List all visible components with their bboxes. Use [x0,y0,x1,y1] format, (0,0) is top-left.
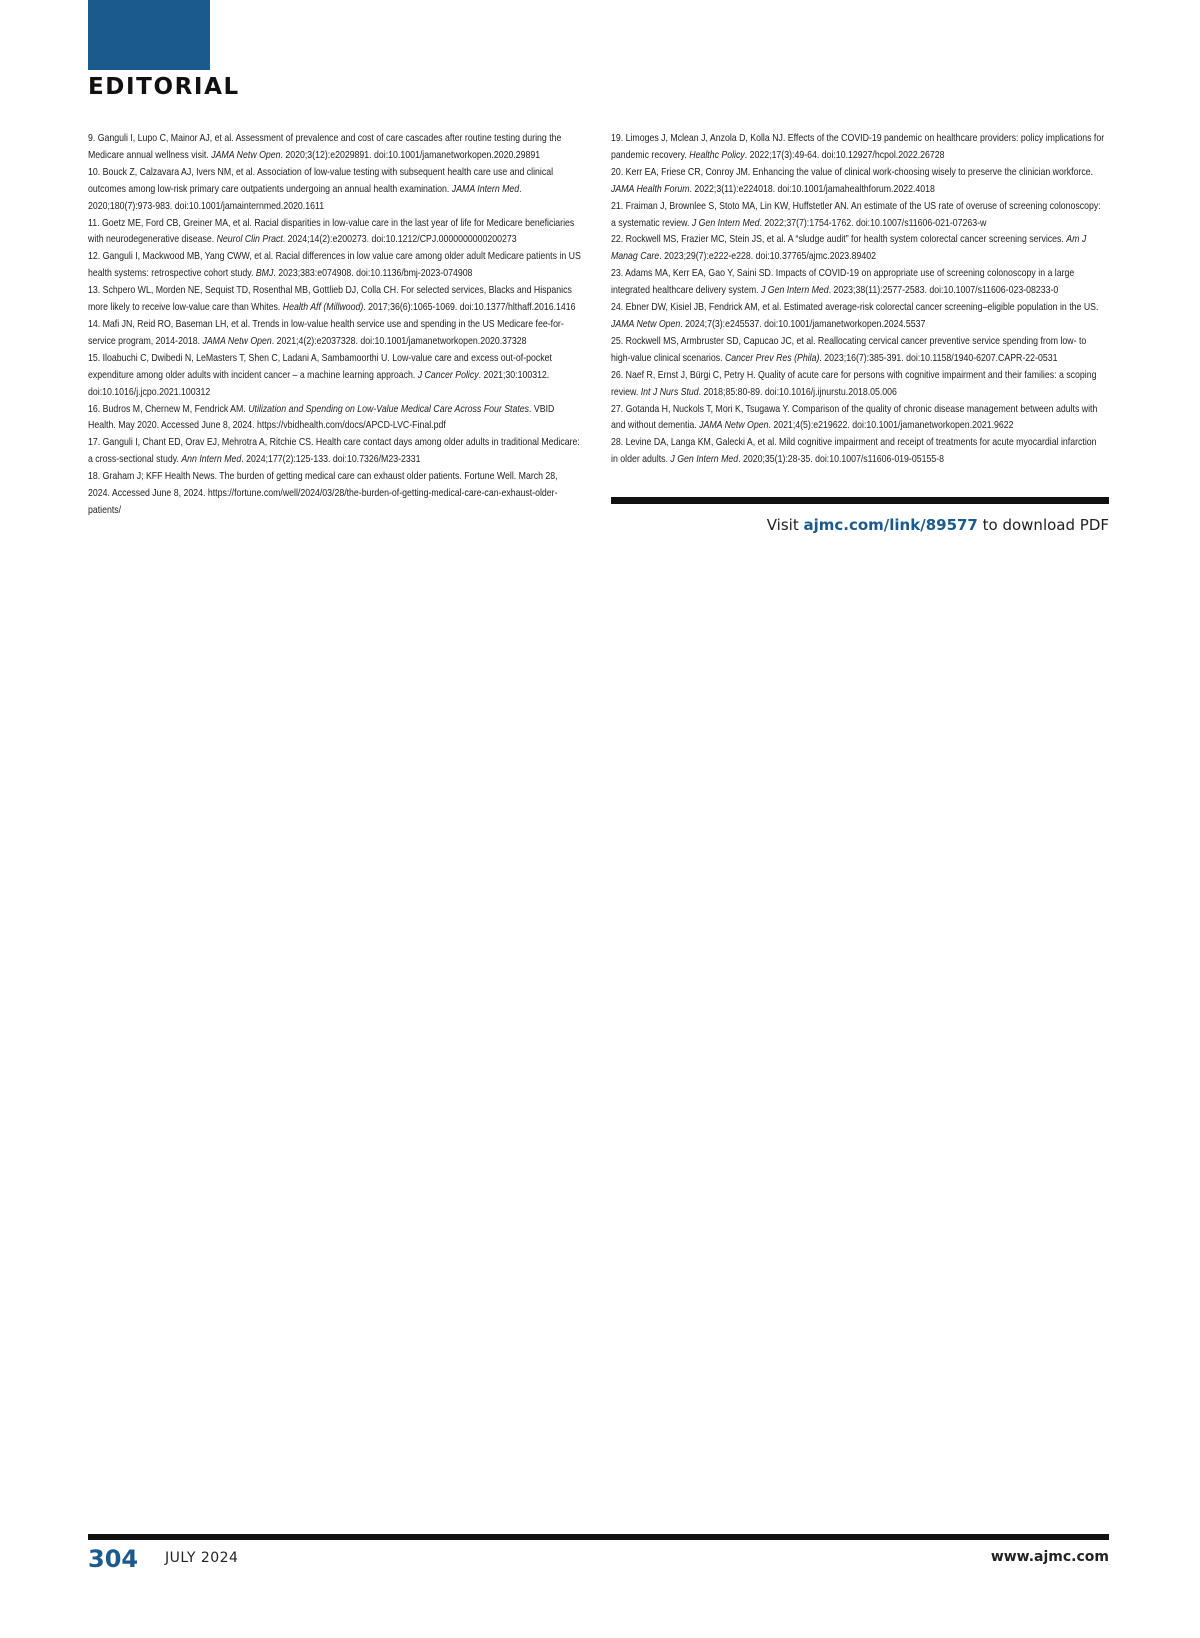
reference-text: 10. Bouck Z, Calzavara AJ, Ivers NM, et al. Association of low-value testing with subsequent health care use and clinical outcomes among low-risk primary care outpatients undergoing an annual health examination. [88,166,554,195]
reference-text: 9. Ganguli I, Lupo C, Mainor AJ, et al. Assessment of prevalence and cost of care cascades after routine testing during the Medicare annual wellness visit. [88,133,562,161]
reference-text: 16. Budros M, Chernew M, Fendrick AM. [88,403,249,415]
reference-journal: Utilization and Spending on Low-Value Medical Care Across Four States [248,403,530,415]
download-note [767,516,1109,534]
download-link[interactable]: ajmc.com/link/89577 [803,516,978,534]
reference-item [611,334,1105,368]
reference-journal: JAMA Netw Open [699,420,769,432]
reference-text: 25. Rockwell MS, Armbruster SD, Capucao JC, et al. Reallocating cervical cancer preventive service spending from low- to high-value clinical scenarios. [611,335,1087,364]
reference-text: 26. Naef R, Ernst J, Bürgi C, Petry H. Quality of acute care for persons with cognitive impairment and their families: a scoping review. [611,369,1097,398]
download-suffix: to download PDF [977,516,1109,534]
reference-journal: JAMA Netw Open [211,149,281,161]
reference-item [88,351,582,402]
reference-journal: Ann Intern Med [181,454,242,466]
reference-citation: . 2021;30:100312. doi:10.1016/j.jcpo.2021.100312 [88,369,550,398]
reference-citation: . 2022;37(7):1754-1762. doi:10.1007/s11606-021-07263-w [759,217,987,229]
reference-citation: . 2020;3(12):e2029891. doi:10.1001/jamanetworkopen.2020.29891 [280,149,541,161]
reference-item [88,249,582,283]
reference-citation: . 2021;4(5):e219622. doi:10.1001/jamanetworkopen.2021.9622 [768,420,1014,432]
reference-journal: Health Aff (Millwood) [282,302,364,314]
download-prefix: Visit [766,516,804,534]
page-number: 304 [88,1545,139,1573]
reference-journal: Am J Manag Care [611,234,1087,263]
reference-citation: . 2020;35(1):28-35. doi:10.1007/s11606-019-05155-8 [738,454,945,466]
reference-journal: Int J Nurs Stud [640,386,699,398]
reference-journal: BMJ [255,268,274,280]
reference-citation: . 2017;36(6):1065-1069. doi:10.1377/hlthaff.2016.1416 [363,302,576,314]
references-right-column [611,131,1105,469]
reference-text: 17. Ganguli I, Chant ED, Orav EJ, Mehrotra A, Ritchie CS. Health care contact days among older adults in traditional Medicare: a cross-sectional study. [88,437,580,466]
reference-journal: J Gen Intern Med [670,454,739,466]
reference-item [88,317,582,351]
references-left-column [88,131,582,520]
reference-citation: . 2023;383:e074908. doi:10.1136/bmj-2023-074908 [273,268,473,280]
reference-item [611,232,1105,266]
reference-item [88,469,582,520]
reference-journal: JAMA Intern Med [451,183,520,195]
reference-text: 23. Adams MA, Kerr EA, Gao Y, Saini SD. Impacts of COVID-19 on appropriate use of screening colonoscopy in a large integrated healthcare delivery system. [611,268,1075,297]
reference-journal: JAMA Netw Open [202,335,272,347]
reference-journal: Cancer Prev Res (Phila) [724,352,820,364]
reference-text: 28. Levine DA, Langa KM, Galecki A, et al. Mild cognitive impairment and receipt of treatments for acute myocardial infarction in older adults. [611,437,1097,466]
reference-item [611,199,1105,233]
reference-citation: . 2022;17(3):49-64. doi:10.12927/hcpol.2022.26728 [744,149,945,161]
website-link[interactable]: www.ajmc.com [990,1549,1109,1565]
reference-item [611,300,1105,334]
reference-text: 19. Limoges J, Mclean J, Anzola D, Kolla NJ. Effects of the COVID-19 pandemic on healthcare providers: policy implications for pandemic recovery. [611,133,1105,161]
reference-citation: . 2023;16(7):385-391. doi:10.1158/1940-6207.CAPR-22-0531 [819,352,1058,364]
reference-item [611,165,1105,199]
reference-journal: Healthc Policy [689,149,745,161]
reference-text: 12. Ganguli I, Mackwood MB, Yang CWW, et al. Racial differences in low value care among older adult Medicare patients in US health systems: retrospective cohort study. [88,251,581,280]
reference-item [88,402,582,436]
references-end-rule [611,497,1109,504]
reference-text: 13. Schpero WL, Morden NE, Sequist TD, Rosenthal MB, Gottlieb DJ, Colla CH. For selected services, Blacks and Hispanics more likely to receive low-value care than Whites. [88,285,572,314]
reference-citation: . 2020;180(7):973-983. doi:10.1001/jamainternmed.2020.1611 [88,183,522,212]
reference-citation: . 2021;4(2):e2037328. doi:10.1001/jamanetworkopen.2020.37328 [271,335,527,347]
reference-text: 22. Rockwell MS, Frazier MC, Stein JS, et al. A “sludge audit” for health system colorectal cancer screening services. [611,234,1067,246]
reference-citation: . 2018;85:80-89. doi:10.1016/j.ijnurstu.2018.05.006 [698,386,897,398]
reference-citation: . 2024;7(3):e245537. doi:10.1001/jamanetworkopen.2024.5537 [680,318,926,330]
section-label: EDITORIAL [88,74,240,100]
reference-text: 15. Iloabuchi C, Dwibedi N, LeMasters T, Shen C, Ladani A, Sambamoorthi U. Low-value care and excess out-of-pocket expenditure among older adults with incident cancer – a machine learning approach. [88,352,552,381]
issue-date: JULY 2024 [165,1550,239,1566]
reference-text: 20. Kerr EA, Friese CR, Conroy JM. Enhancing the value of clinical work-choosing wisely to preserve the clinician workforce. [611,166,1094,178]
reference-journal: J Gen Intern Med [691,217,760,229]
reference-journal: Neurol Clin Pract [216,234,283,246]
reference-journal: JAMA Health Forum [611,183,690,195]
reference-item [88,216,582,250]
reference-citation: . 2024;177(2):125-133. doi:10.7326/M23-2331 [241,454,421,466]
reference-item [88,435,582,469]
reference-citation: . 2023;29(7):e222-e228. doi:10.37765/ajmc.2023.89402 [659,251,876,263]
reference-item [611,368,1105,402]
reference-citation: . 2022;3(11):e224018. doi:10.1001/jamahealthforum.2022.4018 [689,183,935,195]
section-color-block [88,0,210,70]
reference-citation: . 2023;38(11):2577-2583. doi:10.1007/s11606-023-08233-0 [828,285,1059,297]
reference-citation: . VBID Health. May 2020. Accessed June 8, 2024. https://vbidhealth.com/docs/APCD-LVC-Final.pdf [88,403,555,432]
reference-text: 27. Gotanda H, Nuckols T, Mori K, Tsugawa Y. Comparison of the quality of chronic disease management between adults with and without dementia. [611,403,1098,432]
reference-journal: J Gen Intern Med [760,285,829,297]
reference-text: 18. Graham J; KFF Health News. The burden of getting medical care can exhaust older patients. Fortune Well. March 28, 2024. Accessed June 8, 2024. https://fortune.com/well/2024/03/28/the-burden-of-getting-medical-care-can-exhaust-older-patients/ [88,471,558,516]
reference-journal: J Cancer Policy [417,369,479,381]
reference-item [611,266,1105,300]
reference-text: 24. Ebner DW, Kisiel JB, Fendrick AM, et al. Estimated average-risk colorectal cancer screening–eligible population in the US. [611,302,1099,314]
reference-text: 11. Goetz ME, Ford CB, Greiner MA, et al. Racial disparities in low-value care in the last year of life for Medicare beneficiaries with neurodegenerative disease. [88,217,575,246]
reference-citation: . 2024;14(2):e200273. doi:10.1212/CPJ.0000000000200273 [282,234,517,246]
reference-item [88,283,582,317]
reference-item [88,131,582,165]
reference-item [611,402,1105,436]
reference-text: 14. Mafi JN, Reid RO, Baseman LH, et al. Trends in low-value health service use and spending in the US Medicare fee-for-service program, 2014-2018. [88,318,564,347]
reference-item [88,165,582,216]
reference-item [611,435,1105,469]
reference-item [611,131,1105,165]
reference-text: 21. Fraiman J, Brownlee S, Stoto MA, Lin KW, Huffstetler AN. An estimate of the US rate of overuse of screening colonoscopy: a systematic review. [611,200,1101,229]
footer-rule [88,1534,1109,1540]
reference-journal: JAMA Netw Open [611,318,681,330]
